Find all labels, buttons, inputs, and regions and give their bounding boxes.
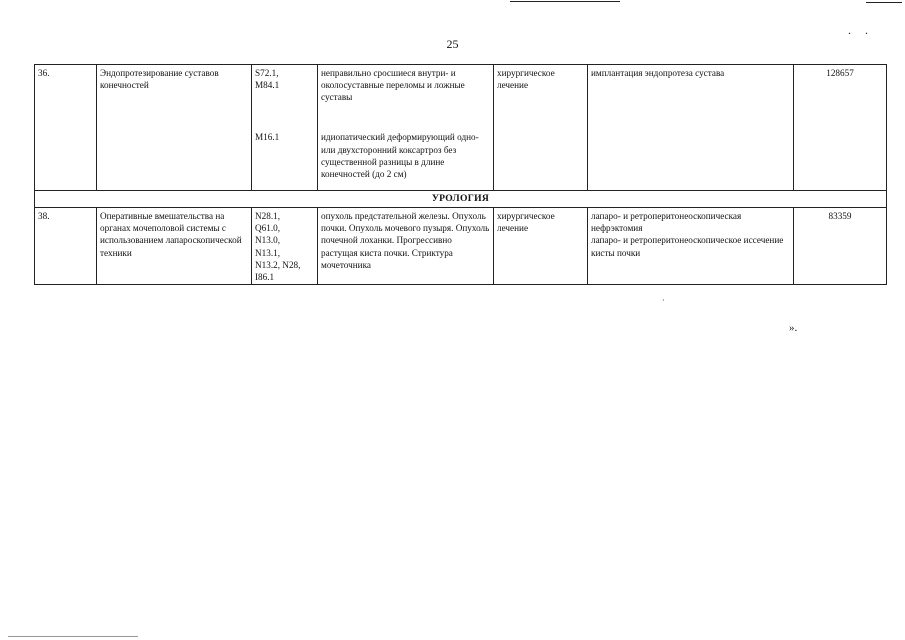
treatment-method-text: лапаро- и ретроперитонеоскопическое иссечение кисты почки — [591, 235, 784, 258]
icd-codes — [252, 65, 318, 191]
scan-speck: · — [662, 296, 665, 305]
section-title: УРОЛОГИЯ — [35, 191, 887, 208]
diagnosis-text: идиопатический деформирующий одно- или двухсторонний коксартроз без существенной разницы в длине конечностей (до 2 см) — [321, 132, 479, 179]
icd-code: S72.1, — [255, 68, 279, 78]
treatment-type: хирургическое лечение — [494, 65, 588, 191]
scan-artifact-bottom — [8, 636, 138, 637]
treatment-type: хирургическое лечение — [494, 208, 588, 285]
cost: 83359 — [794, 208, 887, 285]
icd-code: N13.1, — [255, 247, 281, 258]
icd-code: I86.1 — [255, 271, 275, 282]
procedure-name: Оперативные вмешательства на органах мочеполовой системы с использованием лапароскопической техники — [97, 208, 252, 285]
procedure-name: Эндопротезирование суставов конечностей — [97, 65, 252, 191]
icd-code: N13.2, N28, — [255, 259, 301, 270]
scan-artifact-top — [510, 1, 620, 2]
icd-code: N13.0, — [255, 235, 281, 246]
closing-quote: ». — [789, 322, 798, 334]
treatment-method: имплантация эндопротеза сустава — [588, 65, 794, 191]
icd-code: Q61.0, — [255, 223, 281, 234]
icd-code: M16.1 — [255, 132, 280, 143]
diagnosis — [318, 65, 494, 191]
row-number: 38. — [35, 208, 97, 285]
scan-artifact-top-right — [866, 2, 902, 3]
treatment-method — [588, 208, 794, 285]
table-row — [35, 208, 887, 285]
page-number: 25 — [446, 37, 459, 51]
diagnosis: опухоль предстательной железы. Опухоль почки. Опухоль мочевого пузыря. Опухоль почечной лоханки. Прогрессивно растущая киста почки. Стриктура мочеточника — [318, 208, 494, 285]
section-row — [35, 191, 887, 208]
row-number: 36. — [35, 65, 97, 191]
procedures-table — [34, 64, 887, 285]
icd-codes — [252, 208, 318, 285]
icd-code: N28.1, — [255, 211, 281, 222]
diagnosis-text: неправильно сросшиеся внутри- и околосуставные переломы и ложные суставы — [321, 68, 465, 103]
icd-code: M84.1 — [255, 80, 280, 91]
cost: 128657 — [794, 65, 887, 191]
table-row — [35, 65, 887, 191]
scan-dots: .. — [848, 23, 882, 37]
treatment-method-text: лапаро- и ретроперитонеоскопическая нефрэктомия — [591, 211, 742, 234]
